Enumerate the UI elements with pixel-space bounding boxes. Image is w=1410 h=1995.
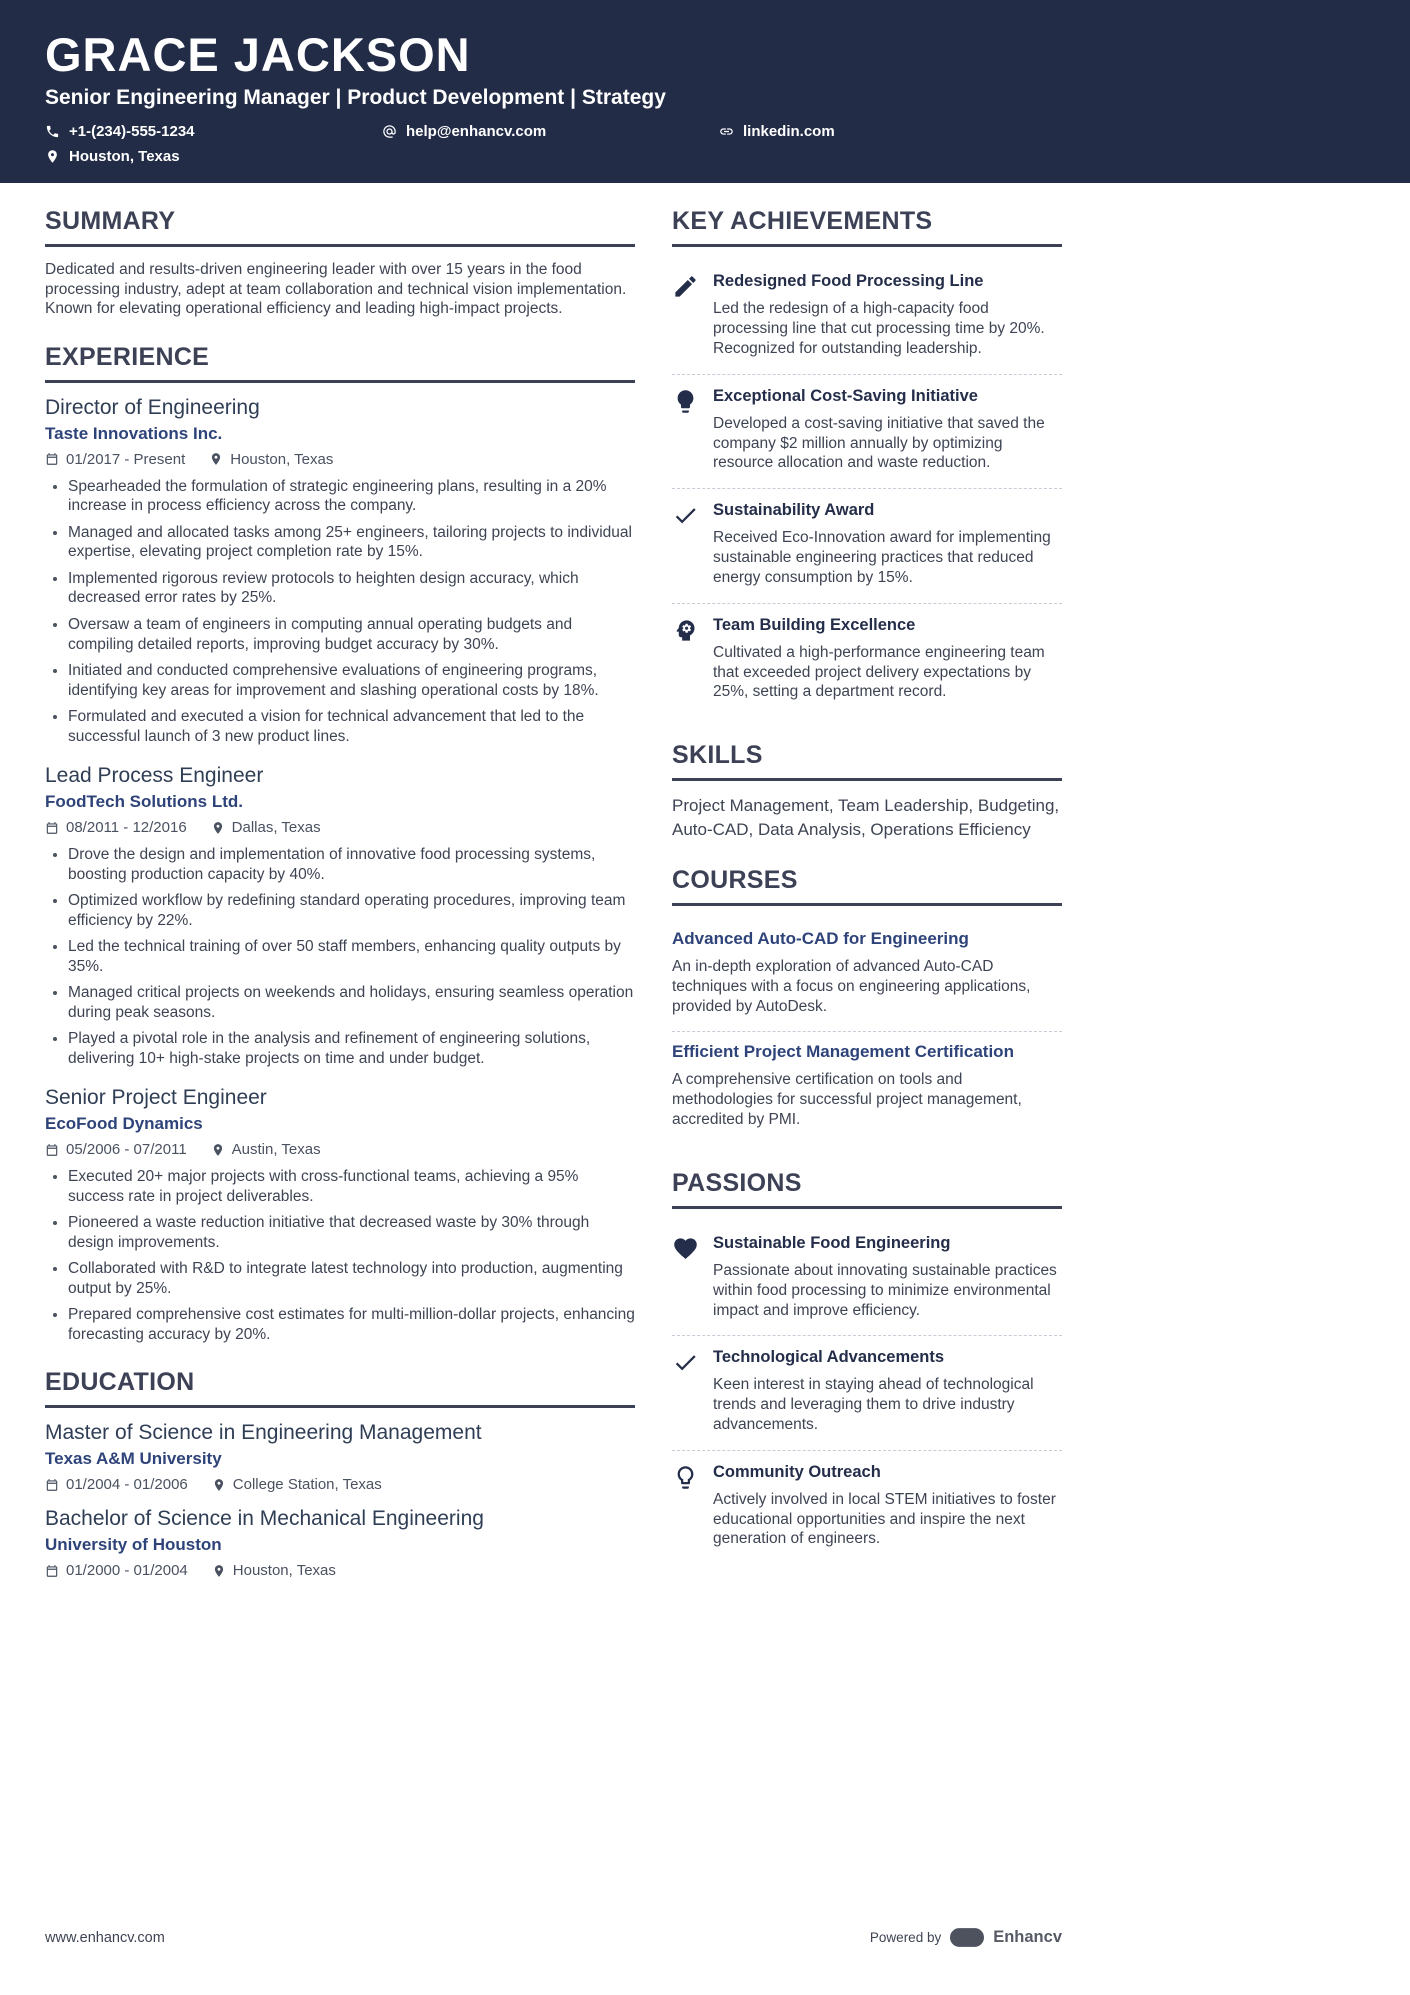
job-entry: [45, 396, 635, 746]
skills-text: Project Management, Team Leadership, Budgeting, Auto-CAD, Data Analysis, Operations Efficiency: [672, 796, 1060, 840]
education-section: [45, 1368, 635, 1579]
job-bullets: [45, 845, 635, 1068]
job-bullet: • Played a pivotal role in the analysis and refinement of engineering solutions, delivering 10+ high-stake projects on time and under budget.: [68, 1029, 635, 1068]
job-location-text: Dallas, Texas: [231, 819, 321, 837]
job-bullet: • Prepared comprehensive cost estimates for multi-million-dollar projects, enhancing forecasting accuracy by 20%.: [68, 1305, 635, 1344]
achievement-body: [713, 272, 1062, 358]
job-location-text: Houston, Texas: [230, 450, 334, 468]
achievement-body: [713, 616, 1062, 702]
achievement-text: Cultivated a high-performance engineering team that exceeded project delivery expectations by 25%, setting a department record.: [713, 643, 1045, 701]
calendar-icon: [45, 1564, 59, 1578]
company-name: EcoFood Dynamics: [45, 1114, 203, 1134]
degree-dates: [45, 1562, 188, 1579]
experience-section: [45, 343, 635, 1344]
job-dates: [45, 1141, 187, 1158]
company-name: Taste Innovations Inc.: [45, 423, 223, 443]
achievement-item: [672, 489, 1062, 603]
experience-heading: EXPERIENCE: [45, 343, 635, 383]
passion-text: Keen interest in staying ahead of technological trends and leveraging them to drive industry advancements.: [713, 1376, 1034, 1433]
job-bullet: • Led the technical training of over 50 staff members, enhancing quality outputs by 35%.: [68, 937, 635, 976]
degree-title: Bachelor of Science in Mechanical Engineering: [45, 1507, 484, 1531]
passion-item: [672, 1336, 1062, 1450]
job-title: Director of Engineering: [45, 395, 260, 419]
phone-contact[interactable]: [45, 123, 382, 140]
achievements-section: [672, 207, 1062, 717]
job-dates-text: 01/2017 - Present: [66, 450, 186, 468]
achievement-title: Sustainability Award: [713, 501, 875, 520]
achievement-item: [672, 375, 1062, 489]
course-item: [672, 919, 1062, 1032]
link-text: linkedin.com: [743, 123, 835, 141]
degree-meta: [45, 1476, 635, 1493]
job-bullet: • Managed critical projects on weekends and holidays, ensuring seamless operation during peak seasons.: [68, 983, 635, 1022]
pin-icon: [209, 452, 223, 466]
job-location: [211, 819, 321, 836]
achievement-item: [672, 260, 1062, 374]
pin-icon: [212, 1478, 226, 1492]
degree-entry: [45, 1421, 635, 1493]
passions-list: [672, 1222, 1062, 1564]
achievements-list: [672, 260, 1062, 717]
pen-icon: [672, 273, 699, 300]
job-bullets: [45, 477, 635, 746]
job-bullet: • Implemented rigorous review protocols to heighten design accuracy, which decreased error rates by 25%.: [68, 569, 635, 608]
link-contact[interactable]: [719, 123, 1062, 140]
passion-title: Community Outreach: [713, 1462, 881, 1481]
page-footer: [45, 1928, 1062, 1947]
school-name: Texas A&M University: [45, 1449, 222, 1469]
passion-item: [672, 1451, 1062, 1564]
bulb-outline-icon: [672, 1464, 699, 1491]
degree-location-text: College Station, Texas: [232, 1476, 382, 1494]
summary-text: Dedicated and results-driven engineering leader with over 15 years in the food processing industry, adept at team collaboration and technical vision implementation. Known for elevating operational efficiency and leading high-impact projects.: [45, 261, 627, 318]
achievement-text: Developed a cost-saving initiative that saved the company $2 million annually by optimizing resource allocation and waste reduction.: [713, 414, 1045, 472]
job-bullet: • Collaborated with R&D to integrate latest technology into production, augmenting output by 25%.: [68, 1259, 635, 1298]
passion-body: [713, 1234, 1062, 1320]
passion-item: [672, 1222, 1062, 1336]
passions-section: [672, 1169, 1062, 1564]
calendar-icon: [45, 452, 59, 466]
education-heading: EDUCATION: [45, 1368, 635, 1408]
courses-list: [672, 919, 1062, 1145]
passions-heading: PASSIONS: [672, 1169, 1062, 1209]
calendar-icon: [45, 821, 59, 835]
job-bullet: • Oversaw a team of engineers in computing annual operating budgets and compiling detailed reports, improving budget accuracy by 30%.: [68, 615, 635, 654]
contact-row: [45, 123, 1062, 165]
passion-body: [713, 1463, 1062, 1549]
job-bullet: • Optimized workflow by redefining standard operating procedures, improving team efficiency by 22%.: [68, 891, 635, 930]
bulb-icon: [672, 388, 699, 415]
check-icon: [672, 502, 699, 529]
job-meta: [45, 819, 635, 836]
degree-location-text: Houston, Texas: [232, 1562, 336, 1580]
achievement-text: Led the redesign of a high-capacity food processing line that cut processing time by 20%. Recognized for outstanding leadership.: [713, 300, 1045, 357]
website-link[interactable]: www.enhancv.com: [45, 1929, 165, 1946]
job-location: [211, 1141, 321, 1158]
phone-icon: [45, 124, 60, 139]
job-bullet: • Initiated and conducted comprehensive evaluations of engineering programs, identifying key areas for improvement and slashing operational costs by 18%.: [68, 661, 635, 700]
job-meta: [45, 1141, 635, 1158]
degree-location: [212, 1562, 336, 1579]
resume-body: [45, 183, 1062, 1603]
job-bullet: • Drove the design and implementation of innovative food processing systems, boosting production capacity by 40%.: [68, 845, 635, 884]
passion-title: Sustainable Food Engineering: [713, 1233, 951, 1252]
job-bullet: • Spearheaded the formulation of strategic engineering plans, resulting in a 20% increase in process efficiency across the company.: [68, 477, 635, 516]
pin-icon: [211, 1143, 225, 1157]
course-title: Efficient Project Management Certification: [672, 1042, 1014, 1062]
enhancv-logo: [950, 1928, 984, 1947]
right-column: [672, 207, 1062, 1603]
candidate-name: GRACE JACKSON: [45, 28, 471, 81]
at-icon: [382, 124, 397, 139]
passion-title: Technological Advancements: [713, 1348, 945, 1367]
degree-dates-text: 01/2000 - 01/2004: [66, 1562, 188, 1580]
job-bullet: • Managed and allocated tasks among 25+ engineers, tailoring projects to individual expertise, elevating project completion rate by 15%.: [68, 523, 635, 562]
passion-text: Passionate about innovating sustainable practices within food processing to minimize environmental impact and improve efficiency.: [713, 1261, 1057, 1319]
heart-icon: [672, 1235, 699, 1262]
achievement-title: Team Building Excellence: [713, 615, 916, 634]
degree-entry: [45, 1507, 635, 1579]
course-text: A comprehensive certification on tools and methodologies for successful project management, accredited by PMI.: [672, 1071, 1022, 1129]
course-text: An in-depth exploration of advanced Auto-CAD techniques with a focus on engineering applications, provided by AutoDesk.: [672, 957, 1031, 1015]
job-location: [209, 451, 333, 468]
link-icon: [719, 124, 734, 139]
school-name: University of Houston: [45, 1535, 222, 1555]
job-bullet: • Executed 20+ major projects with cross-functional teams, achieving a 95% success rate in project deliverables.: [68, 1167, 635, 1206]
job-title: Lead Process Engineer: [45, 764, 264, 788]
achievement-body: [713, 501, 1062, 587]
passion-body: [713, 1348, 1062, 1434]
job-title: Senior Project Engineer: [45, 1086, 267, 1110]
achievement-title: Exceptional Cost-Saving Initiative: [713, 386, 978, 405]
check-icon: [672, 1349, 699, 1376]
summary-section: [45, 207, 635, 319]
left-column: [45, 207, 635, 1603]
passion-text: Actively involved in local STEM initiatives to foster educational opportunities and inspire the next generation of engineers.: [713, 1490, 1056, 1548]
achievement-item: [672, 604, 1062, 717]
job-dates: [45, 819, 187, 836]
achievement-text: Received Eco-Innovation award for implementing sustainable engineering practices that reduced energy consumption by 15%.: [713, 529, 1051, 586]
course-item: [672, 1032, 1062, 1144]
powered-by: [870, 1928, 1062, 1947]
achievements-heading: KEY ACHIEVEMENTS: [672, 207, 1062, 247]
head-icon: [672, 617, 699, 644]
job-bullet: • Pioneered a waste reduction initiative that decreased waste by 30% through design improvements.: [68, 1213, 635, 1252]
job-entry: [45, 1086, 635, 1344]
degree-dates-text: 01/2004 - 01/2006: [66, 1476, 188, 1494]
powered-by-label: Powered by: [869, 1930, 942, 1945]
calendar-icon: [45, 1143, 59, 1157]
job-meta: [45, 451, 635, 468]
job-dates-text: 05/2006 - 07/2011: [66, 1141, 187, 1159]
achievement-title: Redesigned Food Processing Line: [713, 272, 984, 291]
company-name: FoodTech Solutions Ltd.: [45, 792, 243, 812]
pin-icon: [211, 821, 225, 835]
location-contact: [45, 148, 382, 165]
location-text: Houston, Texas: [69, 148, 180, 166]
resume-header: [0, 0, 1410, 183]
course-title: Advanced Auto-CAD for Engineering: [672, 928, 969, 948]
calendar-icon: [45, 1478, 59, 1492]
pin-icon: [45, 149, 60, 164]
job-dates-text: 08/2011 - 12/2016: [66, 819, 187, 837]
experience-list: [45, 396, 635, 1344]
brand-name: Enhancv: [993, 1928, 1062, 1946]
job-bullet: • Formulated and executed a vision for technical advancement that led to the successful launch of 3 new product lines.: [68, 707, 635, 746]
email-contact[interactable]: [382, 123, 719, 140]
job-dates: [45, 451, 185, 468]
email-text: help@enhancv.com: [406, 123, 547, 141]
job-location-text: Austin, Texas: [231, 1141, 321, 1159]
courses-section: [672, 866, 1062, 1145]
candidate-headline: Senior Engineering Manager | Product Development | Strategy: [45, 86, 666, 110]
courses-heading: COURSES: [672, 866, 1062, 906]
achievement-body: [713, 387, 1062, 473]
job-entry: [45, 764, 635, 1068]
degree-title: Master of Science in Engineering Management: [45, 1421, 482, 1445]
skills-heading: SKILLS: [672, 741, 1062, 781]
pin-icon: [212, 1564, 226, 1578]
degree-meta: [45, 1562, 635, 1579]
degree-location: [212, 1476, 382, 1493]
job-bullets: [45, 1167, 635, 1344]
skills-section: [672, 741, 1062, 842]
summary-heading: SUMMARY: [45, 207, 635, 247]
education-list: [45, 1421, 635, 1579]
phone-text: +1-(234)-555-1234: [69, 123, 195, 141]
degree-dates: [45, 1476, 188, 1493]
